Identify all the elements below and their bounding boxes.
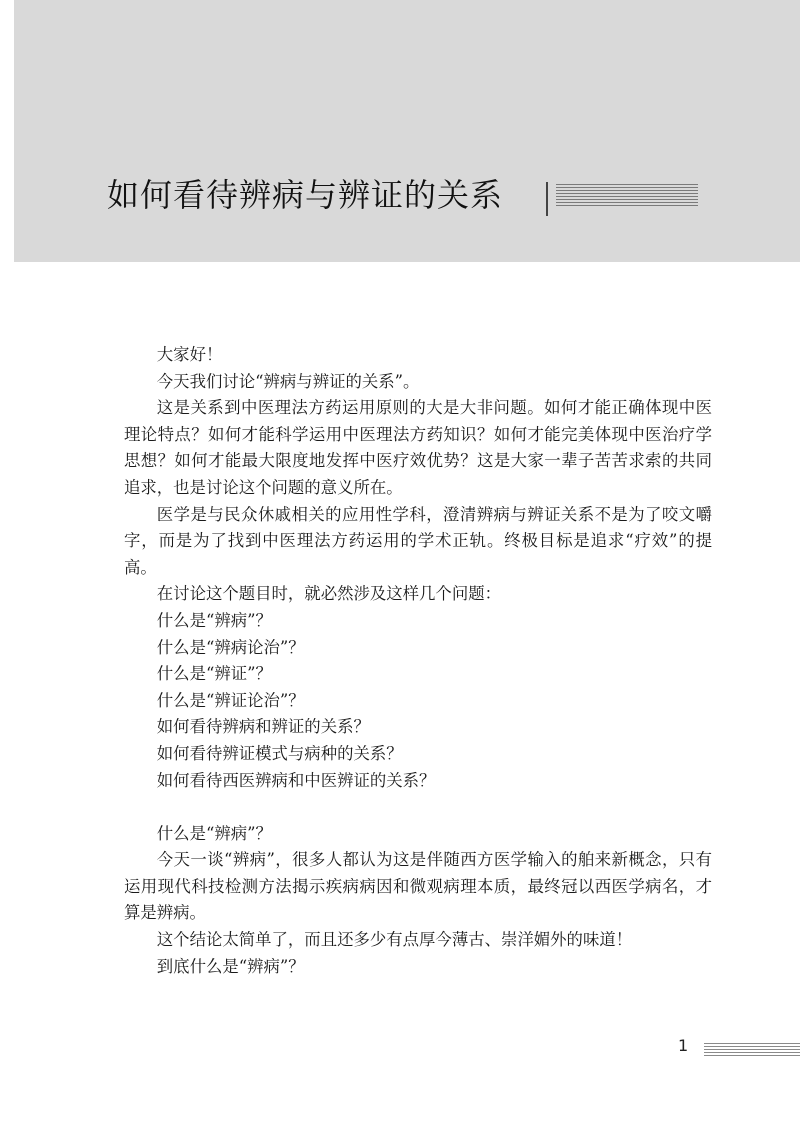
page-number-decorative-rules — [704, 1043, 800, 1057]
paragraph: 到底什么是“辨病”？ — [156, 956, 305, 976]
paragraph: 大家好！ — [156, 345, 223, 364]
question-item: 如何看待辨病和辨证的关系？ — [156, 717, 370, 737]
body-text — [124, 342, 712, 980]
section-heading: 什么是“辨病”？ — [156, 823, 272, 843]
question-item: 什么是“辨证论治”？ — [156, 690, 305, 710]
section-gap — [124, 794, 712, 821]
page-number: 1 — [678, 1036, 689, 1055]
question-item: 什么是“辨病论治”？ — [156, 637, 305, 657]
chapter-title: 如何看待辨病与辨证的关系 — [107, 176, 504, 214]
paragraph: 医学是与民众休戚相关的应用性学科，澄清辨病与辨证关系不是为了咬文嚼字，而是为了找到中医理法方药运用的学术正轨。终极目标是追求“疗效”的提高。 — [124, 504, 712, 577]
chapter-header-band — [14, 0, 800, 262]
title-divider-bar — [546, 182, 548, 216]
question-item: 什么是“辨病”？ — [156, 610, 272, 630]
question-item: 如何看待西医辨病和中医辨证的关系？ — [156, 770, 436, 790]
paragraph: 这个结论太简单了，而且还多少有点厚今薄古、崇洋媚外的味道！ — [156, 930, 633, 950]
paragraph: 在讨论这个题目时，就必然涉及这样几个问题： — [156, 584, 501, 604]
paragraph: 这是关系到中医理法方药运用原则的大是大非问题。如何才能正确体现中医理论特点？如何才能科学运用中医理法方药知识？如何才能完美体现中医治疗学思想？如何才能最大限度地发挥中医疗效优势？这是大家一辈子苦苦求索的共同追求，也是讨论这个问题的意义所在。 — [124, 398, 712, 497]
question-item: 如何看待辨证模式与病种的关系？ — [156, 743, 403, 763]
paragraph: 今天一谈“辨病”，很多人都认为这是伴随西方医学输入的舶来新概念，只有运用现代科技检测方法揭示疾病病因和微观病理本质，最终冠以西医学病名，才算是辨病。 — [124, 850, 712, 923]
paragraph: 今天我们讨论“辨病与辨证的关系”。 — [156, 371, 420, 391]
question-item: 什么是“辨证”？ — [156, 664, 272, 684]
title-decorative-rules — [556, 184, 698, 208]
